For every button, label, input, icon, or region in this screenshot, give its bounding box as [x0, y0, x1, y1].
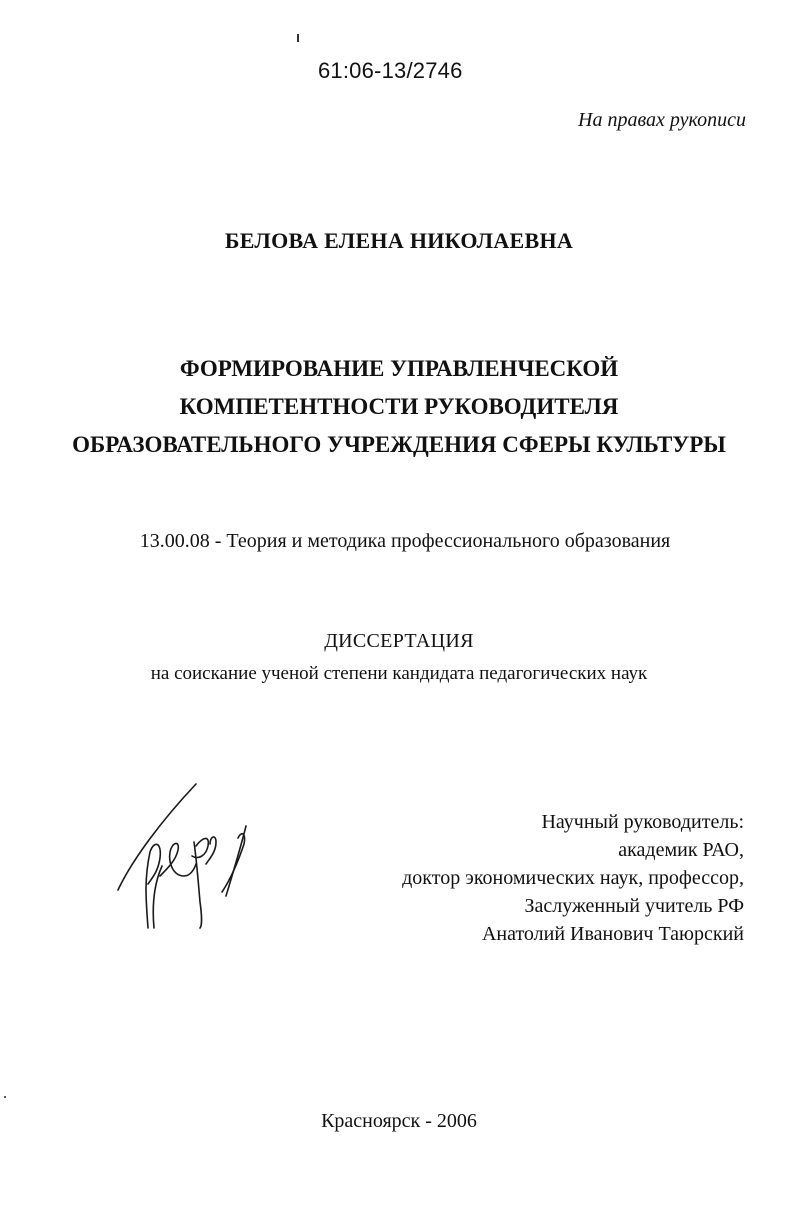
work-type: ДИССЕРТАЦИЯ — [324, 630, 474, 652]
dissertation-title — [0, 350, 798, 464]
catalog-number: 61:06-13/2746 — [318, 58, 463, 83]
degree-line: на соискание ученой степени кандидата педагогических наук — [150, 663, 648, 684]
title-line: ОБРАЗОВАТЕЛЬНОГО УЧРЕЖДЕНИЯ СФЕРЫ КУЛЬТУРЫ — [72, 432, 726, 457]
title-line: КОМПЕТЕНТНОСТИ РУКОВОДИТЕЛЯ — [179, 394, 619, 419]
supervisor-line: академик РАО, — [618, 839, 744, 861]
supervisor-line: Заслуженный учитель РФ — [524, 895, 744, 917]
title-line: ФОРМИРОВАНИЕ УПРАВЛЕНЧЕСКОЙ — [179, 356, 619, 381]
scan-mark — [297, 34, 299, 42]
scan-dot — [4, 1096, 6, 1098]
supervisor-block — [402, 808, 744, 948]
manuscript-note: На правах рукописи — [578, 109, 746, 131]
author-name: БЕЛОВА ЕЛЕНА НИКОЛАЕВНА — [224, 228, 574, 253]
supervisor-line: Анатолий Иванович Таюрский — [481, 923, 744, 945]
supervisor-line: доктор экономических наук, профессор, — [402, 867, 744, 889]
supervisor-line: Научный руководитель: — [541, 811, 744, 833]
signature — [112, 780, 272, 930]
city-year: Красноярск - 2006 — [321, 1110, 477, 1132]
specialty-code: 13.00.08 - Теория и методика профессионального образования — [139, 530, 671, 552]
